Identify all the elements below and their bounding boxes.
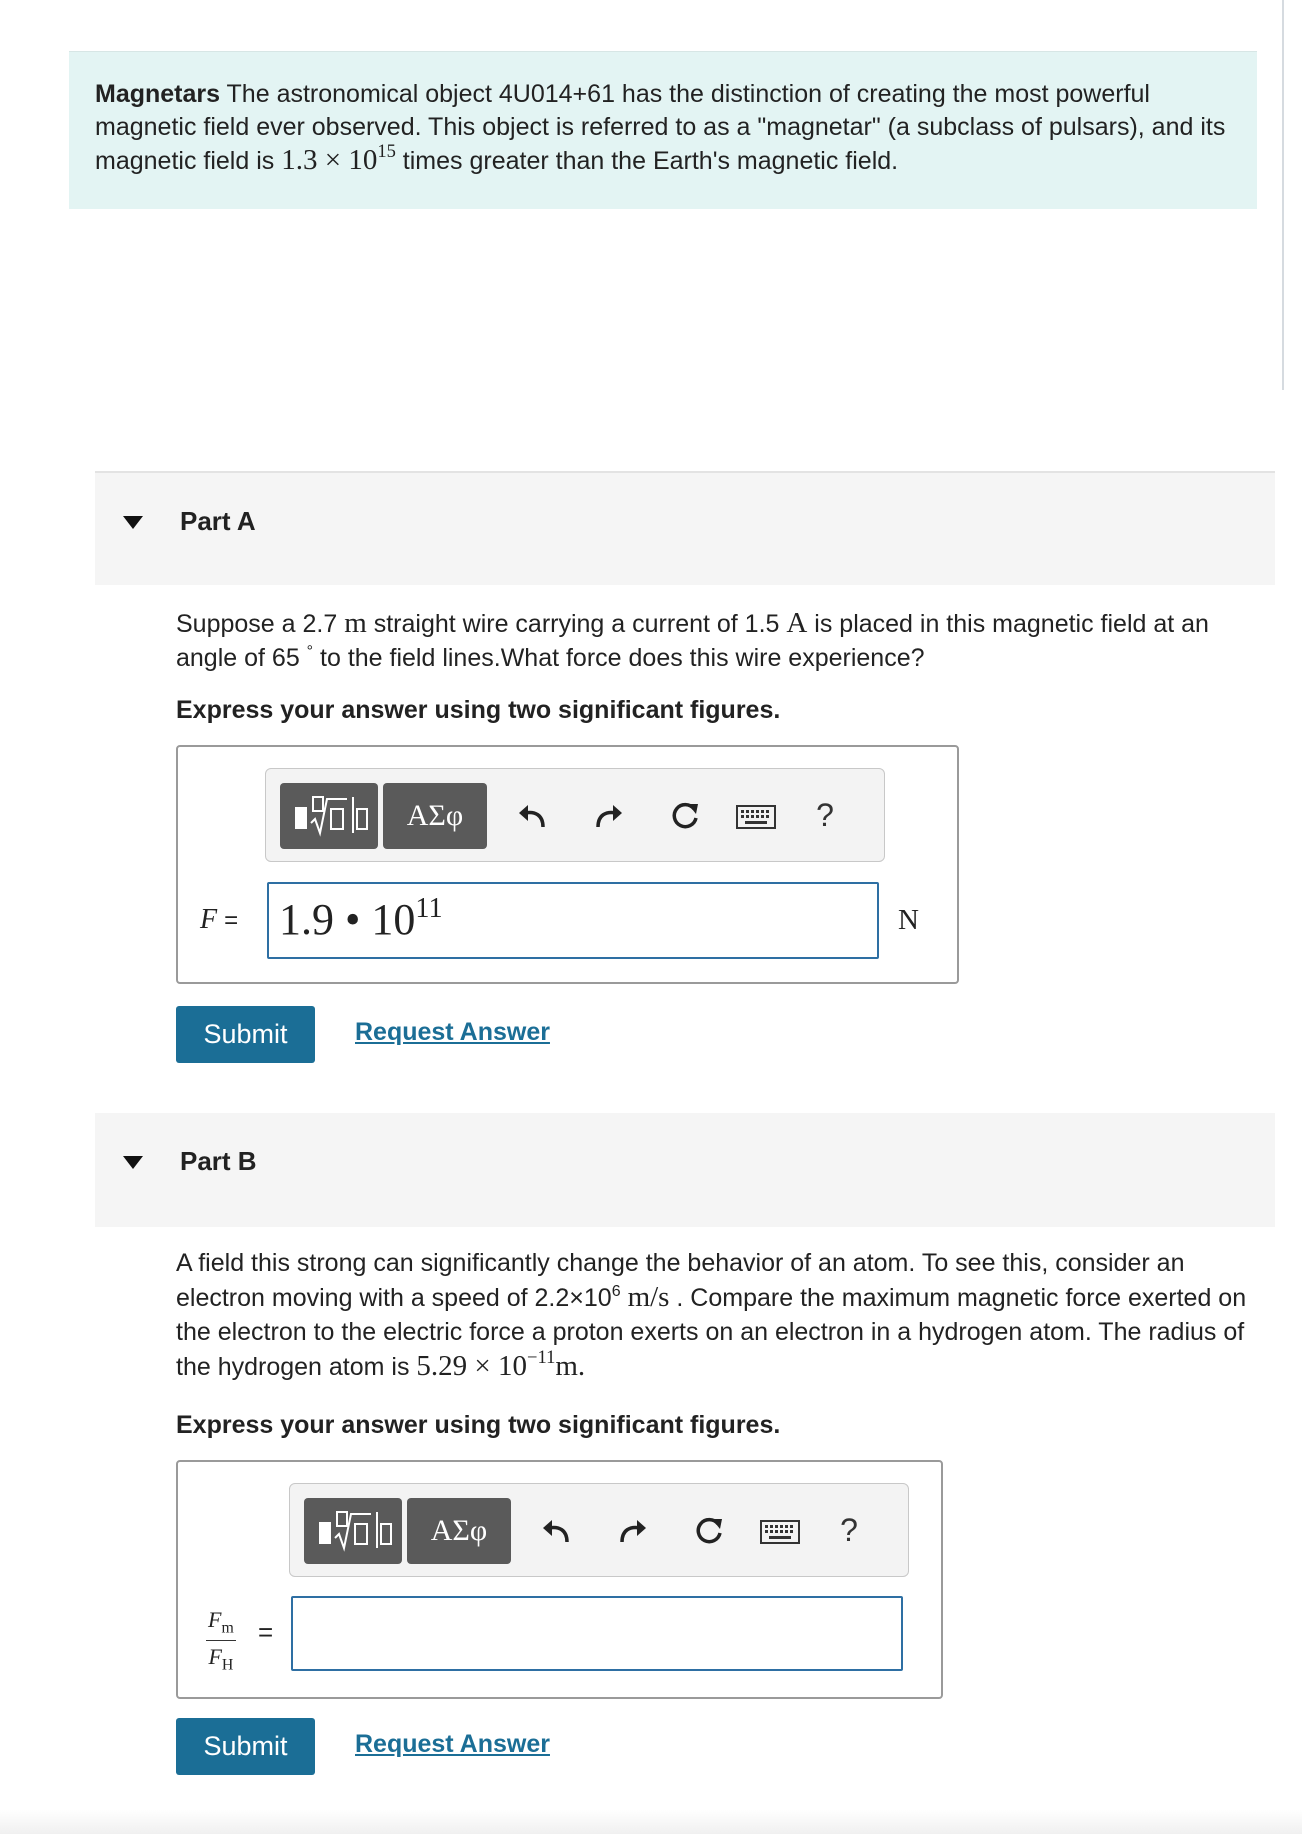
reset-icon[interactable]: [689, 1512, 729, 1552]
answer-dot: •: [345, 895, 361, 944]
factor-mantissa: 1.3: [281, 144, 318, 176]
equals-sign: =: [258, 1617, 274, 1647]
greek-symbols-button[interactable]: ΑΣφ: [407, 1498, 511, 1564]
variable-f: F: [200, 904, 218, 935]
answer-exponent: 11: [415, 892, 443, 924]
times-sign: ×: [474, 1350, 491, 1382]
template-icon[interactable]: [304, 1498, 402, 1564]
keyboard-icon[interactable]: [736, 797, 776, 837]
part-a-instruction: Express your answer using two significant figures.: [176, 696, 781, 724]
part-b-answer-box: [176, 1460, 943, 1699]
denominator-subscript: H: [221, 1656, 234, 1674]
question-text: . Compare the maximum magnetic force exerted on the electron to the electric force a proton exerts on an electron in a hydrogen atom. The radius of the hydrogen atom is: [176, 1284, 1247, 1381]
unit-speed: m/s: [627, 1281, 670, 1313]
redo-icon[interactable]: [590, 797, 630, 837]
problem-intro: [69, 51, 1257, 209]
part-b-header[interactable]: [95, 1113, 1275, 1227]
part-a-answer-box: [176, 745, 959, 984]
part-b-instruction: Express your answer using two significant figures.: [176, 1411, 781, 1439]
part-b-submit-button[interactable]: Submit: [176, 1718, 315, 1775]
numerator-symbol: F: [208, 1607, 222, 1632]
undo-icon[interactable]: [535, 1512, 575, 1552]
template-icon[interactable]: [280, 783, 378, 849]
intro-text: The astronomical object 4U014+61 has the distinction of creating the most powerful magnetic field ever observed. This object is referred to as a "magnetar" (a subclass of pulsars), and its magnetic field is: [95, 80, 1226, 175]
part-a-question: [176, 606, 1276, 675]
fraction-numerator: [206, 1607, 236, 1641]
factor-base: 10: [348, 144, 378, 176]
radius-mantissa: 5.29: [416, 1350, 468, 1382]
question-text: straight wire carrying a current of 1.5: [366, 610, 787, 638]
greek-symbols-button[interactable]: ΑΣφ: [383, 783, 487, 849]
unit-meter: m: [344, 607, 367, 639]
factor-exponent: 15: [377, 141, 396, 163]
unit-label: N: [898, 904, 919, 936]
intro-title: Magnetars: [95, 80, 221, 108]
part-b-question: [176, 1246, 1276, 1384]
part-a-answer-input[interactable]: [267, 882, 879, 959]
part-a-request-answer-link[interactable]: Request Answer: [355, 1018, 550, 1046]
part-b-answer-input[interactable]: [291, 1596, 903, 1671]
redo-icon[interactable]: [614, 1512, 654, 1552]
variable-label: [200, 904, 238, 936]
radius-exponent: −11: [527, 1347, 556, 1369]
right-divider: [1282, 0, 1284, 390]
force-ratio-label: [206, 1607, 236, 1675]
numerator-subscript: m: [221, 1619, 234, 1637]
question-text: A field this strong can significantly change the behavior of an atom. To see this, consider an electron moving with a speed of 2.2×10: [176, 1249, 1185, 1312]
speed-exponent: 6: [611, 1282, 621, 1300]
collapse-triangle-icon[interactable]: [123, 1156, 143, 1169]
question-text: Suppose a 2.7: [176, 610, 345, 638]
radius-base: 10: [498, 1350, 528, 1382]
denominator-symbol: F: [208, 1644, 222, 1670]
math-toolbar: [265, 768, 885, 862]
question-text: [621, 1284, 628, 1312]
intro-factor: [281, 141, 396, 176]
radius-unit: m.: [555, 1350, 586, 1382]
fraction-denominator: [206, 1641, 236, 1674]
equals-sign: =: [224, 907, 239, 934]
times-sign: ×: [324, 144, 342, 176]
part-a-submit-button[interactable]: Submit: [176, 1006, 315, 1063]
page-bottom-edge: [0, 1810, 1302, 1834]
reset-icon[interactable]: [665, 797, 705, 837]
answer-mantissa: 1.9: [279, 895, 334, 944]
part-b-title: Part B: [180, 1146, 257, 1176]
keyboard-icon[interactable]: [760, 1512, 800, 1552]
unit-ampere: A: [786, 607, 808, 639]
help-icon[interactable]: ?: [816, 796, 834, 833]
part-b-request-answer-link[interactable]: Request Answer: [355, 1730, 550, 1758]
answer-base: 10: [371, 895, 416, 944]
intro-text-end: times greater than the Earth's magnetic field.: [395, 147, 899, 175]
collapse-triangle-icon[interactable]: [123, 516, 143, 529]
question-text: is placed in this magnetic field at an angle of 65: [176, 610, 1209, 672]
math-toolbar: [289, 1483, 909, 1577]
part-a-title: Part A: [180, 506, 256, 536]
undo-icon[interactable]: [511, 797, 551, 837]
degree-symbol: °: [306, 642, 314, 660]
question-text: to the field lines.What force does this wire experience?: [313, 644, 925, 672]
part-a-header[interactable]: [95, 471, 1275, 585]
help-icon[interactable]: ?: [840, 1511, 858, 1548]
radius-value: [416, 1347, 586, 1382]
